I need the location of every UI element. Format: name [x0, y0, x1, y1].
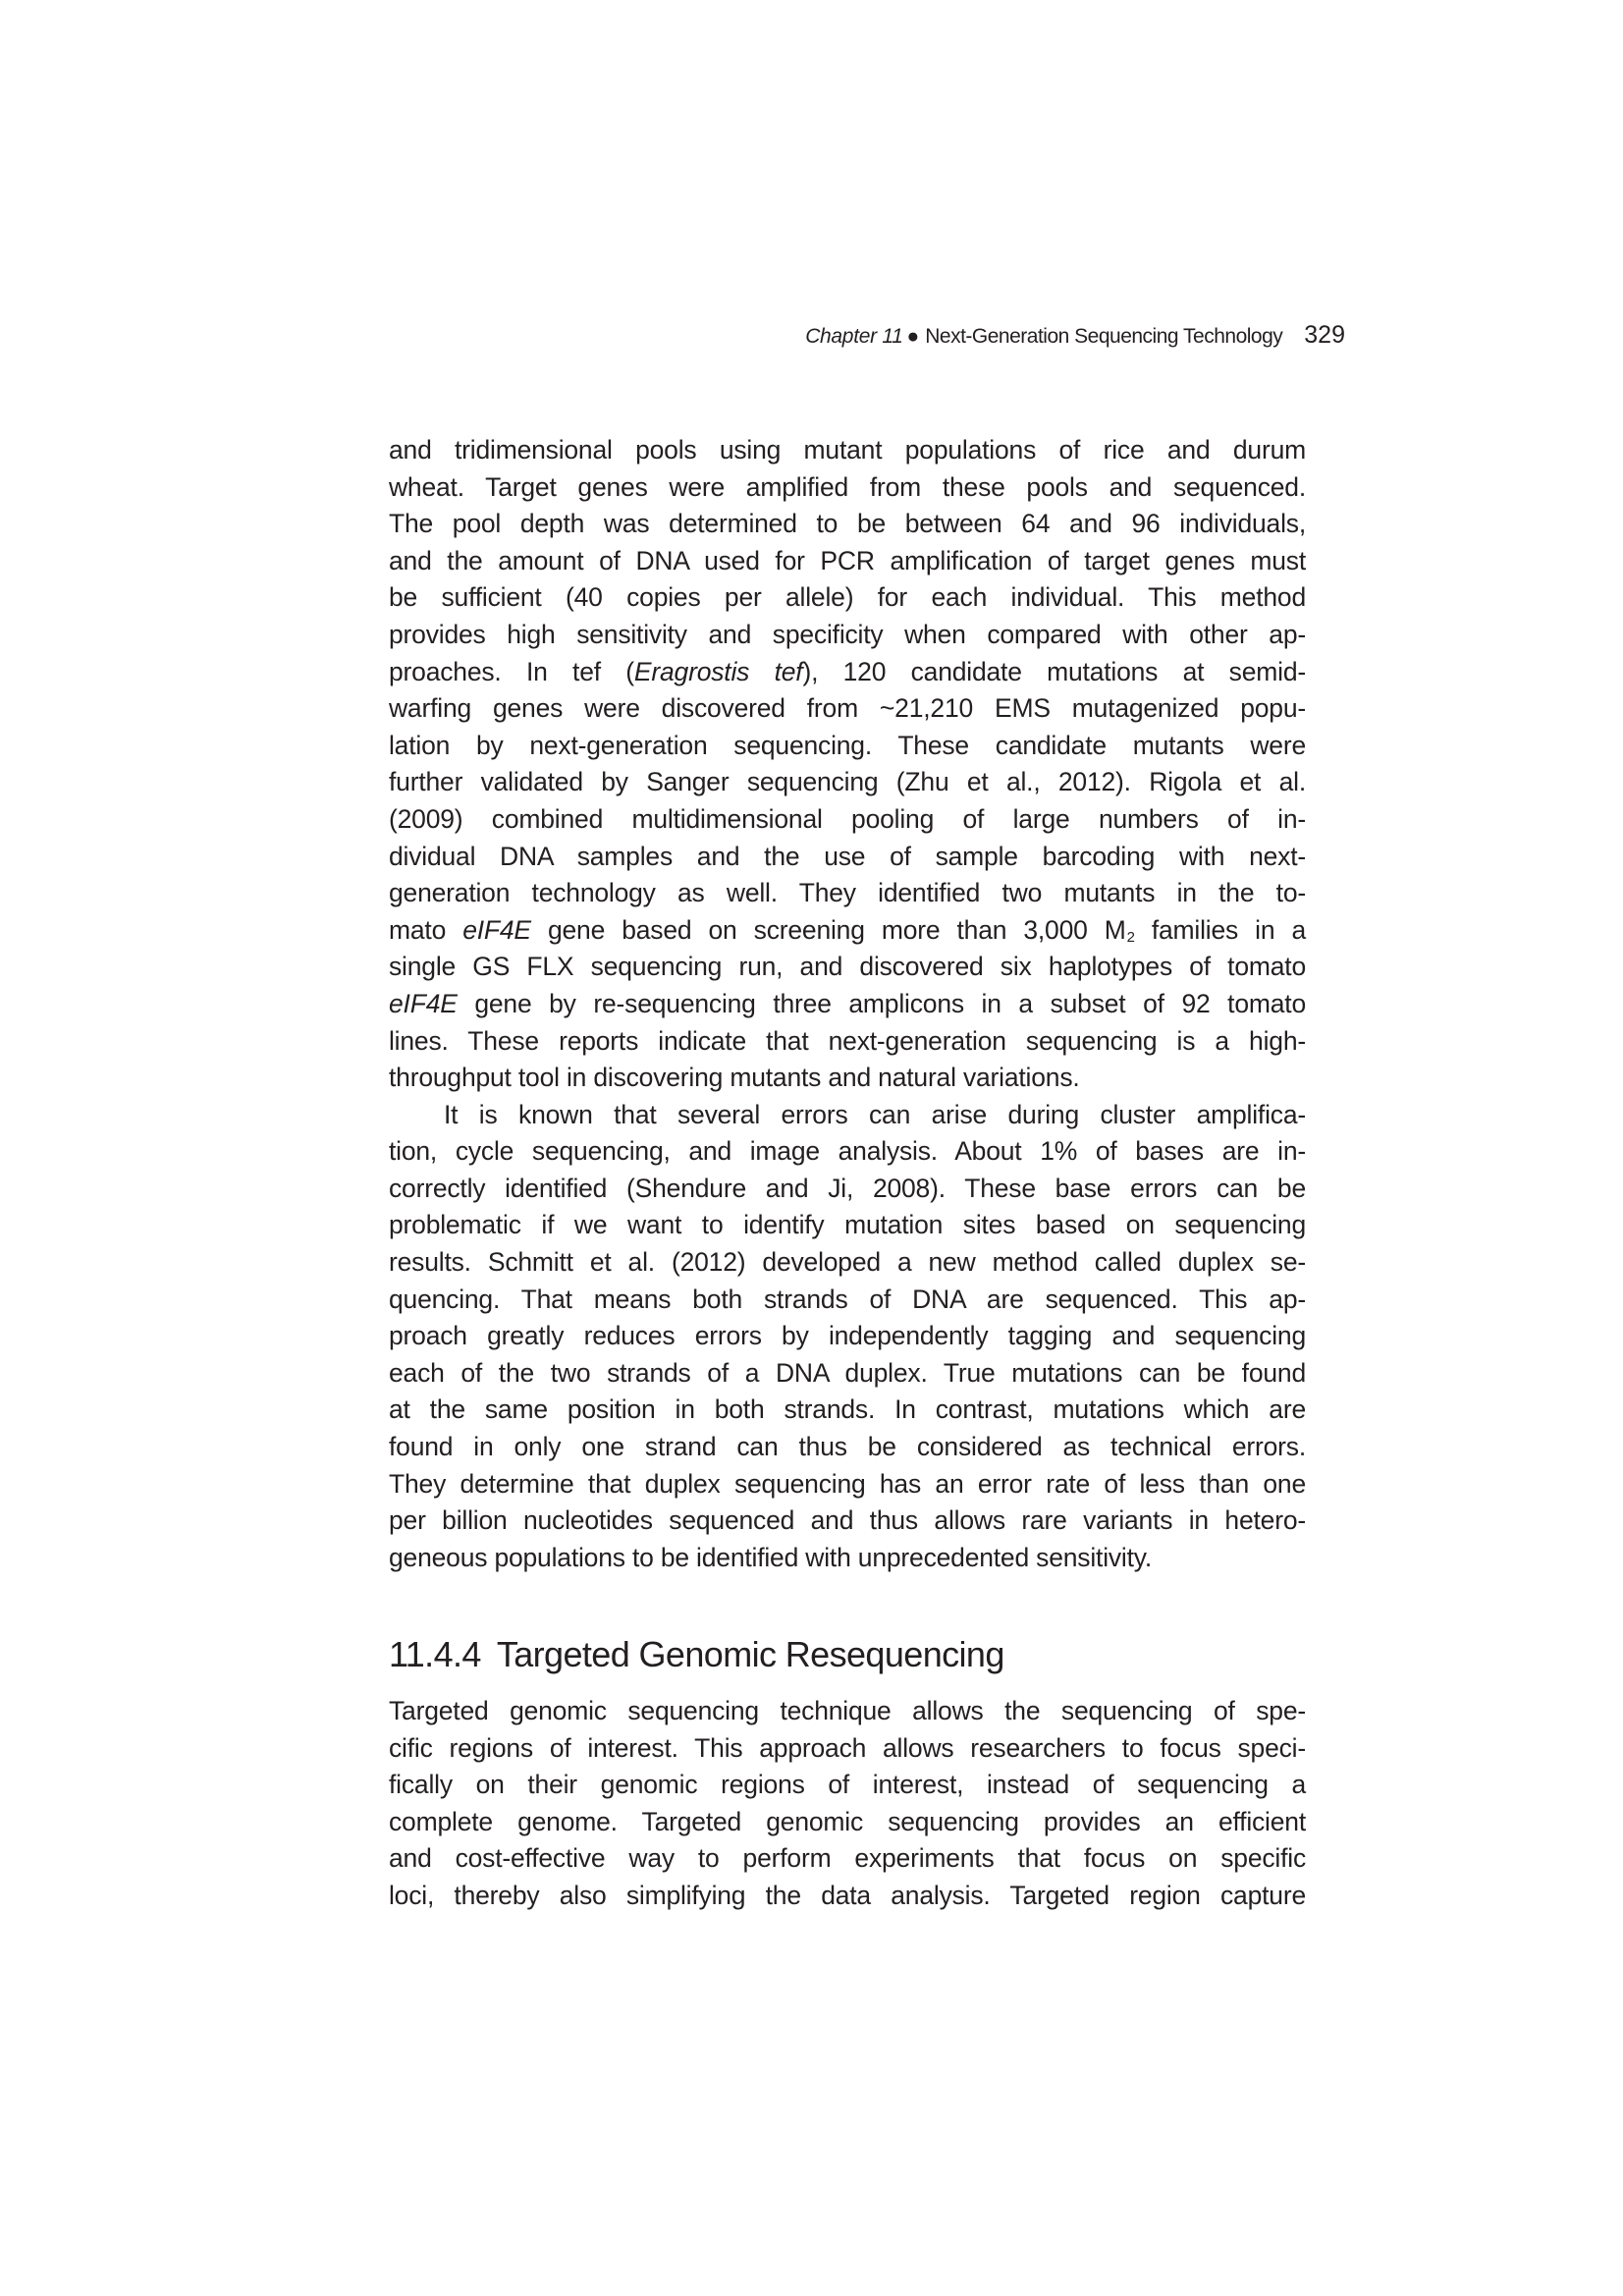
text-line: dividual DNA samples and the use of sample barcoding with next-: [389, 841, 1306, 871]
text-line: further validated by Sanger sequencing (Zhu et al., 2012). Rigola et al.: [389, 767, 1306, 797]
text-line: quencing. That means both strands of DNA are sequenced. This ap-: [389, 1284, 1306, 1314]
text-line: correctly identified (Shendure and Ji, 2008). These base errors can be: [389, 1173, 1306, 1203]
text-line: results. Schmitt et al. (2012) developed a new method called duplex se-: [389, 1247, 1306, 1278]
section-heading: [389, 1631, 1004, 1678]
text-line: tion, cycle sequencing, and image analysis. About 1% of bases are in-: [389, 1136, 1306, 1167]
text-line: proaches. In tef (Eragrostis tef), 120 candidate mutations at semid-: [389, 656, 1306, 686]
text-line: They determine that duplex sequencing has an error rate of less than one: [389, 1468, 1306, 1499]
text-line: and cost-effective way to perform experiments that focus on specific: [389, 1843, 1306, 1874]
text-line: fically on their genomic regions of interest, instead of sequencing a: [389, 1770, 1306, 1800]
text-line: warfing genes were discovered from ~21,210 EMS mutagenized popu-: [389, 693, 1306, 724]
text-line: and tridimensional pools using mutant populations of rice and durum: [389, 435, 1306, 465]
section-number: 11.4.4: [389, 1634, 481, 1674]
gene-name: eIF4E: [462, 914, 531, 945]
text-line: Targeted genomic sequencing technique allows the sequencing of spe-: [389, 1696, 1306, 1725]
species-name: Eragrostis tef: [633, 656, 803, 686]
text-line: cific regions of interest. This approach allows researchers to focus speci-: [389, 1732, 1306, 1763]
running-head: [389, 320, 1345, 352]
text-line: wheat. Target genes were amplified from these pools and sequenced.: [389, 471, 1306, 502]
body-paragraphs: [389, 432, 1306, 1576]
chapter-title: Next-Generation Sequencing Technology: [925, 325, 1283, 348]
bullet-icon: ●: [906, 325, 920, 348]
text-line: mato eIF4E gene based on screening more than 3,000 $M_2$ families in a: [389, 914, 1307, 946]
text-line: single GS FLX sequencing run, and discovered six haplotypes of tomato: [389, 952, 1306, 982]
text-line: loci, thereby also simplifying the data analysis. Targeted region capture: [389, 1880, 1306, 1910]
text-line: generation technology as well. They identified two mutants in the to-: [389, 878, 1306, 908]
text-line: each of the two strands of a DNA duplex. True mutations can be found: [389, 1357, 1306, 1388]
text-line: It is known that several errors can arise during cluster amplifica-: [444, 1099, 1306, 1129]
text-line: lation by next-generation sequencing. These candidate mutants were: [389, 730, 1306, 760]
section-title: Targeted Genomic Resequencing: [496, 1634, 1004, 1674]
gene-name: eIF4E: [389, 988, 458, 1018]
section-paragraph: [389, 1693, 1306, 1915]
text-line: found in only one strand can thus be considered as technical errors.: [389, 1432, 1306, 1462]
text-line: at the same position in both strands. In contrast, mutations which are: [389, 1394, 1306, 1425]
text-line: eIF4E gene by re-sequencing three amplicons in a subset of 92 tomato: [389, 988, 1306, 1018]
text-line: throughput tool in discovering mutants and natural variations.: [389, 1063, 1080, 1093]
text-line: per billion nucleotides sequenced and thus allows rare variants in hetero-: [389, 1505, 1306, 1536]
text-line: problematic if we want to identify mutation sites based on sequencing: [389, 1210, 1306, 1240]
page-number: 329: [1304, 321, 1345, 349]
text-line: proach greatly reduces errors by independently tagging and sequencing: [389, 1321, 1306, 1351]
chapter-label: Chapter 11: [805, 325, 903, 348]
text-line: (2009) combined multidimensional pooling of large numbers of in-: [389, 803, 1306, 834]
text-line: provides high sensitivity and specificity when compared with other ap-: [389, 619, 1306, 649]
text-line: lines. These reports indicate that next-generation sequencing is a high-: [389, 1025, 1306, 1056]
text-line: and the amount of DNA used for PCR amplification of target genes must: [389, 545, 1306, 575]
text-line: The pool depth was determined to be between 64 and 96 individuals,: [389, 509, 1306, 539]
text-line: geneous populations to be identified with unprecedented sensitivity.: [389, 1542, 1153, 1572]
text-line: complete genome. Targeted genomic sequencing provides an efficient: [389, 1806, 1306, 1836]
text-line: be sufficient (40 copies per allele) for each individual. This method: [389, 582, 1306, 613]
subscript: 2: [1126, 928, 1135, 946]
